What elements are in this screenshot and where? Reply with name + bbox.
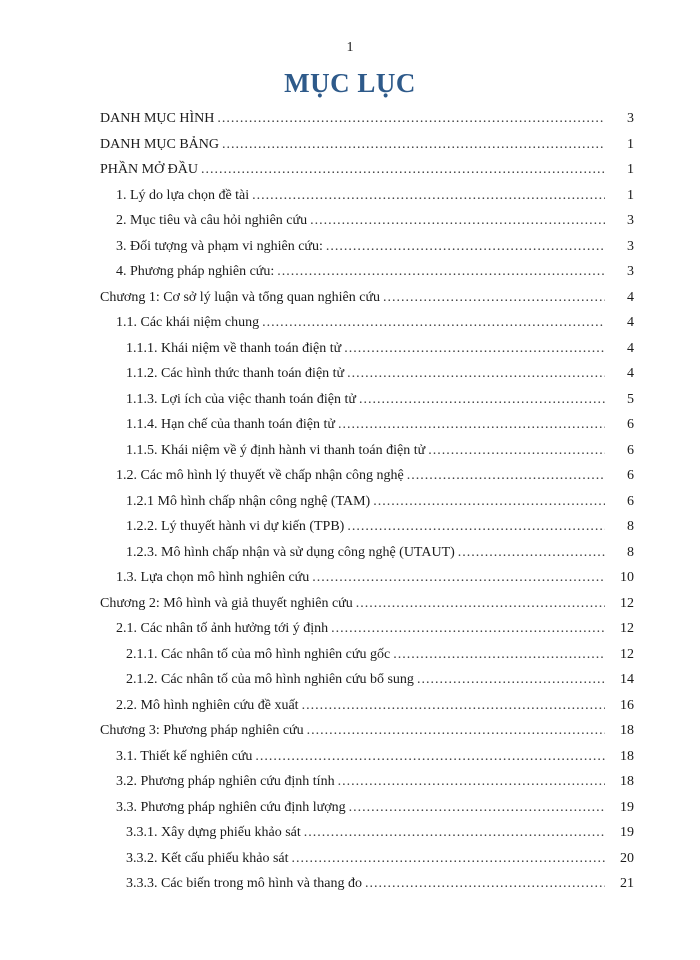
toc-entry-text: 1.1.2. Các hình thức thanh toán điện tử: [126, 366, 345, 381]
toc-entry-line: [116, 616, 608, 642]
toc-entry-text: 1.3. Lựa chọn mô hình nghiên cứu: [116, 570, 310, 585]
toc-entry[interactable]: [0, 540, 700, 566]
toc-entry-page: 18: [620, 774, 634, 789]
toc-dot-leader: [393, 642, 605, 668]
toc-entry[interactable]: [0, 769, 700, 795]
toc-dot-leader: [326, 234, 605, 260]
toc-entry-text: 3.1. Thiết kế nghiên cứu: [116, 748, 253, 764]
toc-entry[interactable]: [0, 693, 700, 719]
toc-dot-leader: [349, 795, 605, 821]
toc-entry-line: [100, 591, 608, 617]
toc-entry-line: [126, 438, 608, 464]
toc-dot-leader: [417, 667, 605, 693]
toc-entry-text: 2.1. Các nhân tố ảnh hưởng tới ý định: [116, 621, 329, 636]
toc-entry-line: [116, 183, 608, 209]
toc-entry-page: 19: [620, 825, 634, 840]
toc-entry[interactable]: [0, 463, 700, 489]
toc-dot-leader: [359, 387, 605, 413]
toc-entry-line: [126, 387, 608, 413]
toc-entry-line: [126, 514, 608, 540]
toc-dot-leader: [365, 871, 605, 897]
page-number: 1: [346, 40, 354, 55]
toc-entry-text: 3. Đối tượng và phạm vi nghiên cứu:: [116, 238, 323, 254]
toc-dot-leader: [277, 259, 605, 285]
toc-dot-leader: [302, 693, 605, 719]
toc-entry-page: 1: [627, 162, 634, 177]
page-title: MỤC LỤC: [284, 68, 416, 98]
toc-entry-line: [126, 820, 608, 846]
toc-dot-leader: [383, 285, 605, 311]
toc-entry-line: [116, 208, 608, 234]
toc-entry-text: Chương 1: Cơ sở lý luận và tổng quan nghiên cứu: [100, 289, 381, 305]
toc-entry[interactable]: [0, 642, 700, 668]
toc-entry-page: 6: [627, 417, 634, 432]
toc-entry-line: [126, 871, 608, 897]
toc-dot-leader: [262, 310, 605, 336]
toc-entry[interactable]: [0, 795, 700, 821]
toc-dot-leader: [222, 132, 605, 158]
toc-entry[interactable]: [0, 667, 700, 693]
toc-dot-leader: [338, 769, 605, 795]
toc-entry-text: 3.3.3. Các biến trong mô hình và thang đo: [126, 876, 363, 891]
toc-entry-line: [126, 667, 608, 693]
toc-entry-line: [126, 540, 608, 566]
toc-dot-leader: [373, 489, 605, 515]
toc-dot-leader: [344, 336, 605, 362]
toc-entry[interactable]: [0, 208, 700, 234]
toc-entry-line: [126, 336, 608, 362]
toc-dot-leader: [458, 540, 605, 566]
toc-entry-page: 21: [620, 876, 634, 891]
toc-entry-text: 2.1.1. Các nhân tố của mô hình nghiên cứu gốc: [126, 646, 391, 662]
toc-dot-leader: [252, 183, 605, 209]
toc-dot-leader: [347, 361, 605, 387]
toc-entry-page: 4: [627, 366, 634, 381]
toc-entry-page: 4: [627, 340, 634, 356]
toc-entry-text: Chương 3: Phương pháp nghiên cứu: [100, 723, 304, 738]
toc-entry[interactable]: [0, 234, 700, 260]
toc-dot-leader: [217, 106, 605, 132]
toc-entry-page: 3: [627, 111, 634, 126]
toc-entry[interactable]: [0, 183, 700, 209]
toc-entry-line: [116, 259, 608, 285]
toc-dot-leader: [201, 157, 605, 183]
toc-dot-leader: [347, 514, 605, 540]
toc-dot-leader: [338, 412, 605, 438]
toc-entry-text: 1.2. Các mô hình lý thuyết về chấp nhận công nghệ: [116, 468, 404, 483]
toc-dot-leader: [292, 846, 605, 872]
toc-entry-text: 1.1.4. Hạn chế của thanh toán điện tử: [126, 417, 335, 432]
toc-entry-text: Chương 2: Mô hình và giả thuyết nghiên cứu: [100, 595, 353, 611]
toc-dot-leader: [304, 820, 605, 846]
toc-entry-text: 3.3. Phương pháp nghiên cứu định lượng: [116, 799, 346, 815]
toc-entry[interactable]: [0, 387, 700, 413]
toc-entry-line: [100, 106, 608, 132]
toc-entry-text: 3.3.1. Xây dựng phiếu khảo sát: [126, 825, 301, 840]
toc-entry[interactable]: [0, 438, 700, 464]
toc-entry-page: 6: [627, 468, 634, 483]
toc-entry[interactable]: [0, 565, 700, 591]
toc-entry-line: [126, 361, 608, 387]
toc-entry[interactable]: [0, 846, 700, 872]
toc-entry[interactable]: [0, 871, 700, 897]
toc-dot-leader: [331, 616, 605, 642]
toc-entry-page: 16: [620, 697, 634, 713]
toc-entry-text: 1.1.1. Khái niệm về thanh toán điện tử: [126, 340, 342, 356]
toc-entry[interactable]: [0, 310, 700, 336]
toc-entry[interactable]: [0, 412, 700, 438]
toc-entry[interactable]: [0, 259, 700, 285]
toc-entry[interactable]: [0, 157, 700, 183]
toc-entry[interactable]: [0, 132, 700, 158]
toc-entry-line: [100, 157, 608, 183]
toc-dot-leader: [307, 718, 605, 744]
toc-entry-line: [116, 693, 608, 719]
toc-entry-text: 2.2. Mô hình nghiên cứu đề xuất: [116, 697, 299, 713]
toc-entry-text: DANH MỤC BẢNG: [100, 136, 220, 152]
toc-entry-line: [116, 463, 608, 489]
toc-entry-page: 8: [627, 519, 634, 534]
toc-entry-line: [116, 234, 608, 260]
toc-entry-text: 1.1. Các khái niệm chung: [116, 315, 260, 330]
toc-entry-page: 1: [627, 187, 634, 203]
toc-entry-line: [126, 846, 608, 872]
toc-entry-text: 1.1.5. Khái niệm về ý định hành vi thanh toán điện tử: [126, 442, 426, 458]
toc-entry-text: 2.1.2. Các nhân tố của mô hình nghiên cứu bổ sung: [126, 672, 414, 687]
toc-entry-page: 20: [620, 850, 634, 866]
toc-entry-page: 3: [627, 264, 634, 279]
toc-entry-text: 1.2.2. Lý thuyết hành vi dự kiến (TPB): [126, 519, 345, 534]
toc-entry-text: 3.3.2. Kết cấu phiếu khảo sát: [126, 850, 289, 866]
toc-dot-leader: [310, 208, 605, 234]
toc-entry-page: 3: [627, 213, 634, 228]
toc-entry-page: 4: [627, 289, 634, 305]
toc-entry-page: 4: [627, 315, 634, 330]
toc-entry-page: 18: [620, 748, 634, 764]
toc-entry-line: [100, 718, 608, 744]
toc-entry-page: 12: [620, 621, 634, 636]
toc-entry-text: 3.2. Phương pháp nghiên cứu định tính: [116, 774, 335, 789]
toc-entry-page: 14: [620, 672, 634, 687]
toc-entry[interactable]: [0, 489, 700, 515]
toc-entry[interactable]: [0, 744, 700, 770]
toc-dot-leader: [255, 744, 605, 770]
toc-entry-line: [126, 489, 608, 515]
toc-entry-line: [116, 795, 608, 821]
toc-entry-text: 2. Mục tiêu và câu hỏi nghiên cứu: [116, 213, 308, 228]
toc-entry-page: 1: [627, 136, 634, 152]
toc-entry-line: [116, 769, 608, 795]
toc-entry[interactable]: [0, 718, 700, 744]
toc-entry-line: [126, 412, 608, 438]
table-of-contents: [0, 106, 700, 897]
toc-entry-text: 1. Lý do lựa chọn đề tài: [116, 187, 250, 203]
toc-dot-leader: [407, 463, 605, 489]
toc-entry-line: [116, 565, 608, 591]
toc-entry[interactable]: [0, 514, 700, 540]
toc-entry-page: 19: [620, 799, 634, 815]
toc-entry-line: [126, 642, 608, 668]
toc-entry-page: 8: [627, 544, 634, 560]
toc-entry-page: 3: [627, 238, 634, 254]
toc-entry-line: [100, 132, 608, 158]
toc-entry-line: [100, 285, 608, 311]
toc-entry-page: 5: [627, 391, 634, 407]
toc-entry-text: 1.2.3. Mô hình chấp nhận và sử dụng công nghệ (UTAUT): [126, 544, 455, 560]
toc-entry[interactable]: [0, 616, 700, 642]
toc-entry-page: 6: [627, 493, 634, 509]
toc-entry-line: [116, 744, 608, 770]
toc-entry-page: 10: [620, 570, 634, 585]
toc-entry-text: PHẦN MỞ ĐẦU: [100, 162, 199, 177]
toc-entry[interactable]: [0, 361, 700, 387]
toc-dot-leader: [428, 438, 605, 464]
toc-entry-line: [116, 310, 608, 336]
toc-entry-page: 6: [627, 442, 634, 458]
toc-entry[interactable]: [0, 336, 700, 362]
toc-dot-leader: [356, 591, 605, 617]
toc-entry-text: 4. Phương pháp nghiên cứu:: [116, 264, 275, 279]
toc-entry-text: 1.1.3. Lợi ích của việc thanh toán điện tử: [126, 391, 356, 407]
toc-entry-page: 12: [620, 646, 634, 662]
toc-entry-page: 12: [620, 595, 634, 611]
toc-entry[interactable]: [0, 591, 700, 617]
toc-entry[interactable]: [0, 106, 700, 132]
toc-dot-leader: [312, 565, 605, 591]
toc-entry[interactable]: [0, 820, 700, 846]
toc-entry-page: 18: [620, 723, 634, 738]
toc-entry[interactable]: [0, 285, 700, 311]
toc-entry-text: 1.2.1 Mô hình chấp nhận công nghệ (TAM): [126, 493, 371, 509]
toc-entry-text: DANH MỤC HÌNH: [100, 111, 215, 126]
